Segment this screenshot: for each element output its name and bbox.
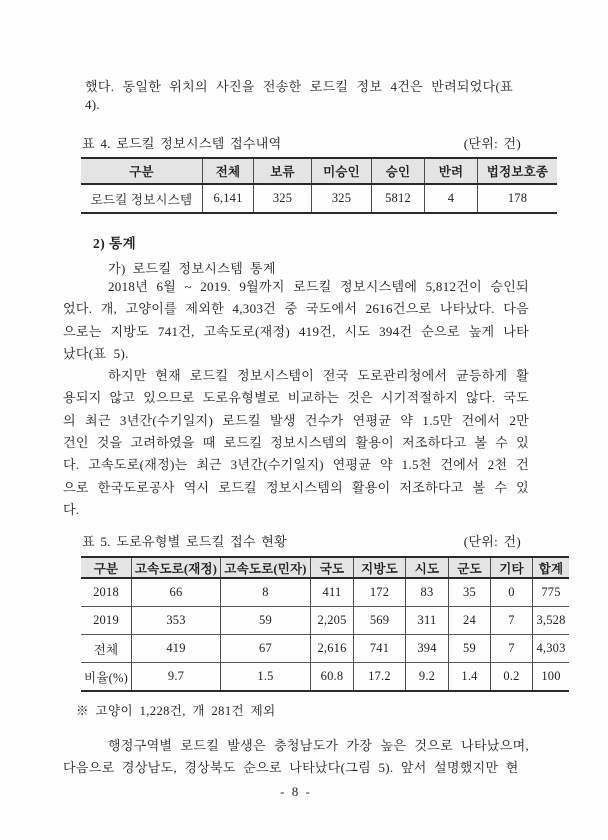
row-label: 2019: [81, 607, 132, 635]
table-cell: 394: [406, 635, 449, 663]
row-label: 2018: [93, 585, 119, 599]
page-number: - 8 -: [280, 784, 312, 799]
column-header: 지방도: [354, 557, 406, 578]
table4-caption: [82, 133, 521, 152]
table-cell: 0.2: [491, 663, 533, 692]
column-header: 고속도로(재정): [132, 557, 221, 578]
subsection-heading-system-stats: 가) 로드킬 정보시스템 통계: [108, 261, 276, 276]
table-cell: 325: [312, 184, 372, 213]
table-cell: 7: [491, 607, 533, 635]
column-header: 구분: [81, 158, 203, 184]
row-label: 전체: [81, 635, 132, 663]
table-cell: 4: [425, 184, 478, 213]
table5-caption: [82, 531, 521, 550]
table-cell: 100: [533, 663, 570, 692]
table-cell: 8: [221, 578, 311, 607]
row-label: 비율(%): [81, 663, 132, 692]
column-header: 반려: [425, 158, 478, 184]
table-cell: 172: [354, 578, 406, 607]
column-header: 미승인: [312, 158, 372, 184]
table-cell: 311: [406, 607, 449, 635]
column-header: 전체: [203, 158, 254, 184]
table-cell: 2,205: [311, 607, 354, 635]
table-row: [81, 663, 569, 692]
table-cell: 775: [533, 578, 570, 607]
statistics-body-text: [63, 276, 529, 521]
table-cell: 83: [406, 578, 449, 607]
statistics-paragraph-2: 하지만 현재 로드킬 정보시스템이 전국 도로관리청에서 균등하게 활용되지 않고 있으므로 도로유형별로 비교하는 것은 시기적절하지 않다. 국도의 최근 3년간(수기일지) 로드킬 발생 건수가 연평균 약 1.5만 건에서 2만 건인 것을 고려하였을 때 로드킬 정보시스템의 활용이 저조하다고 볼 수 있다. 고속도로(재정)는 최근 3년간(수기일지) 연평균 약 1.5천 건에서 2천 건으로 한국도로공사 역시 로드킬 정보시스템의 활용이 저조하다고 볼 수 있다.: [63, 368, 529, 517]
table-cell: 60.8: [311, 663, 354, 692]
column-header: 보류: [254, 158, 312, 184]
statistics-paragraph-1: 2018년 6월 ~ 2019. 9월까지 로드킬 정보시스템에 5,812건이 승인되었다. 개, 고양이를 제외한 4,303건 중 국도에서 2616건으로 나타났다. 다음으로는 지방도 741건, 고속도로(재정) 419건, 시도 394건 순으로 높게 나타났다(표 5).: [63, 279, 529, 361]
table-cell: 9.2: [406, 663, 449, 692]
table-cell: 1.4: [449, 663, 491, 692]
column-header: 구분: [81, 557, 132, 578]
table-cell: 419: [132, 635, 221, 663]
table-cell: 178: [478, 184, 558, 213]
table-cell: 6,141: [203, 184, 254, 213]
table-cell: 5812: [372, 184, 425, 213]
table-row: [81, 635, 569, 663]
table5-footnote: ※ 고양이 1,228건, 개 281건 제외: [76, 704, 276, 718]
table-cell: 325: [254, 184, 312, 213]
table4-title: 표 4. 로드킬 정보시스템 접수내역: [82, 136, 282, 151]
table-cell: 2,616: [311, 635, 354, 663]
table-cell: 1.5: [221, 663, 311, 692]
closing-paragraph: 행정구역별 로드킬 발생은 충청남도가 가장 높은 것으로 나타났으며, 다음으로 경상남도, 경상북도 순으로 나타났다(그림 5). 앞서 설명했지만 현: [63, 738, 529, 776]
row-label: 로드킬 정보시스템: [90, 192, 193, 207]
table-cell: 569: [354, 607, 406, 635]
table-cell: 59: [221, 607, 311, 635]
table-row: [81, 184, 557, 213]
table-cell: 3,528: [533, 607, 570, 635]
table5-title: 표 5. 도로유형별 로드킬 접수 현황: [82, 534, 288, 549]
table-cell: 24: [449, 607, 491, 635]
intro-paragraph: 했다. 동일한 위치의 사진을 전송한 로드킬 정보 4건은 반려되었다(표 4).: [85, 79, 513, 112]
table-cell: 4,303: [533, 635, 570, 663]
table-cell: 9.7: [132, 663, 221, 692]
table-cell: 7: [491, 635, 533, 663]
table-cell: 0: [491, 578, 533, 607]
section-heading-statistics: 2) 통계: [93, 236, 137, 251]
column-header: 시도: [406, 557, 449, 578]
table-cell: 67: [221, 635, 311, 663]
table-row: [81, 607, 569, 635]
header-row: [81, 557, 569, 578]
column-header: 고속도로(민자): [221, 557, 311, 578]
table-cell: 66: [132, 578, 221, 607]
table-roadkill-system-receipts: [81, 157, 557, 214]
column-header: 합계: [533, 557, 570, 578]
table-cell: 35: [449, 578, 491, 607]
table4-unit-label: (단위: 건): [463, 136, 521, 151]
column-header: 국도: [311, 557, 354, 578]
column-header: 법정보호종: [478, 158, 558, 184]
table-cell: 741: [354, 635, 406, 663]
column-header: 군도: [449, 557, 491, 578]
table-cell: 17.2: [354, 663, 406, 692]
column-header: 기타: [491, 557, 533, 578]
table-cell: 411: [311, 578, 354, 607]
table-cell: 59: [449, 635, 491, 663]
table-roadkill-by-road-type: [81, 556, 569, 692]
table-row: [81, 578, 569, 607]
table5-unit-label: (단위: 건): [463, 534, 521, 549]
table-cell: 353: [132, 607, 221, 635]
header-row: [81, 158, 557, 184]
column-header: 승인: [372, 158, 425, 184]
